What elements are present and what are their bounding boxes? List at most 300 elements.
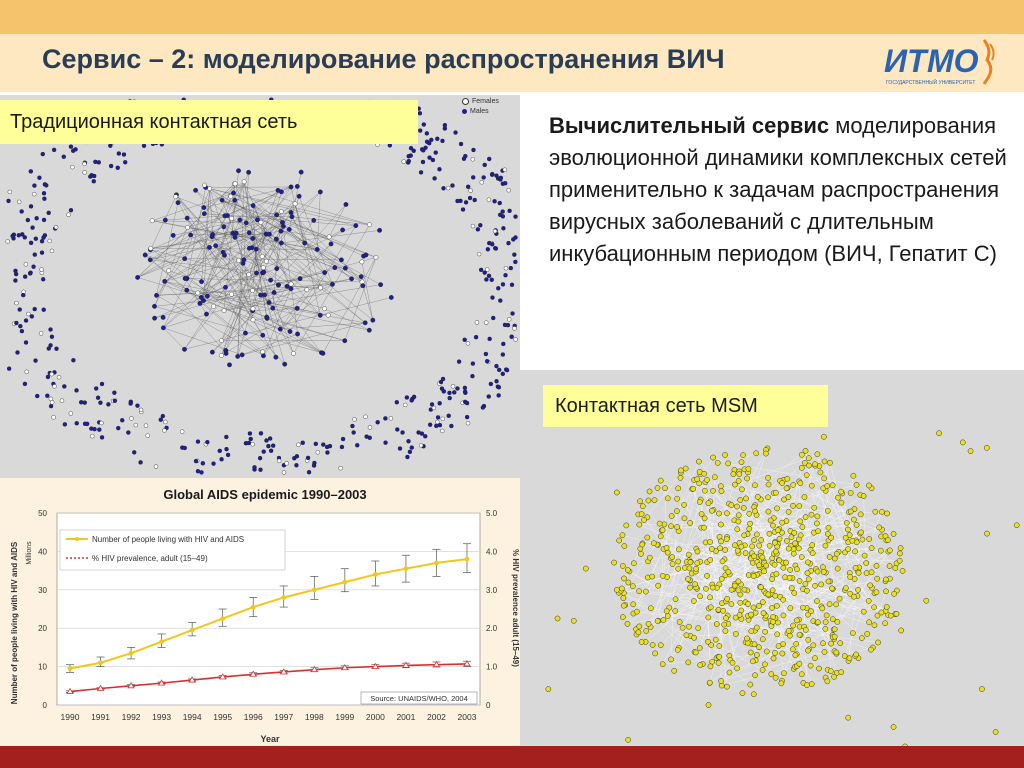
- msm-node: [754, 532, 759, 537]
- network-node: [194, 459, 198, 463]
- network-node: [143, 253, 147, 257]
- msm-node: [815, 620, 820, 625]
- msm-node: [859, 636, 864, 641]
- msm-node: [724, 537, 729, 542]
- network-node: [49, 404, 53, 408]
- msm-node: [794, 641, 799, 646]
- msm-node: [781, 497, 786, 502]
- msm-node: [614, 490, 619, 495]
- msm-node: [865, 631, 870, 636]
- msm-node: [864, 560, 869, 565]
- network-node: [69, 145, 73, 149]
- network-node: [383, 416, 387, 420]
- network-node: [440, 429, 444, 433]
- female-marker-icon: [462, 98, 469, 105]
- network-node: [199, 279, 203, 283]
- network-node: [233, 182, 237, 186]
- network-node: [316, 450, 320, 454]
- msm-node: [898, 545, 903, 550]
- msm-node: [644, 628, 649, 633]
- msm-node: [825, 508, 830, 513]
- network-node: [205, 440, 209, 444]
- network-node: [150, 219, 154, 223]
- msm-node: [743, 496, 748, 501]
- msm-node: [822, 459, 827, 464]
- network-node: [200, 470, 204, 474]
- network-node: [498, 299, 502, 303]
- network-node: [494, 364, 498, 368]
- msm-node: [805, 571, 810, 576]
- network-node: [424, 146, 428, 150]
- network-node: [371, 318, 375, 322]
- msm-node: [761, 611, 766, 616]
- network-node: [340, 445, 344, 449]
- network-node: [509, 266, 513, 270]
- network-node: [288, 329, 292, 333]
- msm-node: [676, 559, 681, 564]
- msm-node: [780, 480, 785, 485]
- network-node: [293, 202, 297, 206]
- network-node: [428, 156, 432, 160]
- legend-males: Males: [470, 108, 489, 115]
- network-node: [463, 391, 467, 395]
- msm-node: [799, 672, 804, 677]
- network-node: [7, 199, 11, 203]
- msm-node: [756, 563, 761, 568]
- network-node: [433, 176, 437, 180]
- network-node: [49, 328, 53, 332]
- network-node: [281, 224, 285, 228]
- network-node: [479, 268, 483, 272]
- msm-node: [763, 629, 768, 634]
- network-node: [441, 186, 445, 190]
- network-node: [455, 199, 459, 203]
- data-point: [220, 616, 225, 621]
- msm-node: [742, 587, 747, 592]
- network-node: [83, 162, 87, 166]
- y-tick-left: 20: [38, 624, 47, 634]
- network-node: [6, 239, 10, 243]
- network-node: [227, 363, 231, 367]
- network-node: [495, 379, 499, 383]
- network-node: [314, 442, 318, 446]
- msm-node: [583, 566, 588, 571]
- network-node: [152, 304, 156, 308]
- data-point: [281, 595, 286, 600]
- y-tick-left: 40: [38, 547, 47, 557]
- msm-node: [786, 546, 791, 551]
- msm-node: [614, 587, 619, 592]
- network-node: [412, 395, 416, 399]
- msm-node: [851, 594, 856, 599]
- msm-node: [625, 621, 630, 626]
- msm-node: [719, 683, 724, 688]
- msm-node: [831, 674, 836, 679]
- msm-node: [730, 660, 735, 665]
- msm-node: [626, 580, 631, 585]
- network-node: [250, 288, 254, 292]
- top-accent-bar: [0, 0, 1024, 34]
- msm-node: [847, 656, 852, 661]
- msm-node: [891, 724, 896, 729]
- x-tick-label: 1995: [213, 712, 233, 722]
- network-node: [295, 306, 299, 310]
- network-node: [307, 470, 311, 474]
- network-node: [271, 444, 275, 448]
- aids-chart-panel: [0, 478, 520, 746]
- msm-node: [821, 569, 826, 574]
- msm-node: [832, 634, 837, 639]
- msm-node: [687, 566, 692, 571]
- network-node: [45, 394, 49, 398]
- network-node: [490, 242, 494, 246]
- network-node: [204, 312, 208, 316]
- network-node: [405, 395, 409, 399]
- traditional-network-panel: [0, 95, 520, 478]
- msm-node: [617, 538, 622, 543]
- network-node: [473, 198, 477, 202]
- network-node: [341, 437, 345, 441]
- msm-node: [877, 525, 882, 530]
- network-node: [182, 347, 186, 351]
- network-node: [269, 449, 273, 453]
- network-node: [40, 239, 44, 243]
- network-node: [440, 387, 444, 391]
- msm-node: [830, 617, 835, 622]
- y-tick-right: 4.0: [486, 547, 498, 557]
- msm-node: [748, 612, 753, 617]
- msm-node: [686, 624, 691, 629]
- network-node: [35, 216, 39, 220]
- network-node: [161, 326, 165, 330]
- msm-node: [838, 640, 843, 645]
- msm-node: [743, 551, 748, 556]
- msm-node: [726, 461, 731, 466]
- network-node: [486, 247, 490, 251]
- network-node: [443, 123, 447, 127]
- msm-node: [830, 483, 835, 488]
- msm-node: [753, 610, 758, 615]
- network-node: [52, 384, 56, 388]
- network-node: [220, 198, 224, 202]
- msm-node: [652, 498, 657, 503]
- msm-node: [1014, 523, 1019, 528]
- network-node: [469, 189, 473, 193]
- network-node: [435, 420, 439, 424]
- network-node: [18, 308, 22, 312]
- msm-node: [718, 539, 723, 544]
- network-node: [237, 258, 241, 262]
- network-node: [24, 340, 28, 344]
- network-node: [240, 353, 244, 357]
- network-node: [333, 265, 337, 269]
- msm-node: [800, 524, 805, 529]
- network-node: [501, 372, 505, 376]
- msm-node: [848, 509, 853, 514]
- network-node: [408, 450, 412, 454]
- network-node: [106, 402, 110, 406]
- network-node: [23, 275, 27, 279]
- msm-node: [754, 451, 759, 456]
- network-node: [485, 359, 489, 363]
- network-node: [510, 283, 514, 287]
- network-node: [440, 139, 444, 143]
- msm-node: [760, 555, 765, 560]
- y-tick-left: 10: [38, 662, 47, 672]
- msm-node: [647, 489, 652, 494]
- msm-node: [843, 535, 848, 540]
- description-bold: Вычислительный сервис: [549, 113, 830, 138]
- msm-node: [924, 598, 929, 603]
- msm-node: [803, 581, 808, 586]
- msm-node: [744, 636, 749, 641]
- msm-node: [725, 596, 730, 601]
- msm-node: [820, 641, 825, 646]
- msm-node: [732, 583, 737, 588]
- msm-node: [668, 524, 673, 529]
- msm-node: [750, 659, 755, 664]
- network-node: [410, 398, 414, 402]
- legend-series-1: Number of people living with HIV and AIDS: [92, 535, 245, 544]
- network-node: [34, 359, 38, 363]
- msm-node: [621, 603, 626, 608]
- network-node: [52, 415, 56, 419]
- network-node: [476, 227, 480, 231]
- itmo-logo: [884, 38, 1004, 88]
- msm-node: [759, 585, 764, 590]
- msm-node: [722, 452, 727, 457]
- network-node: [21, 293, 25, 297]
- network-node: [14, 321, 18, 325]
- msm-node: [708, 664, 713, 669]
- network-node: [457, 360, 461, 364]
- msm-node: [688, 560, 693, 565]
- msm-node: [714, 621, 719, 626]
- network-node: [418, 111, 422, 115]
- msm-node: [828, 641, 833, 646]
- network-node: [83, 401, 87, 405]
- network-node: [287, 227, 291, 231]
- network-node: [510, 335, 514, 339]
- msm-node: [723, 616, 728, 621]
- msm-node: [729, 503, 734, 508]
- network-node: [294, 463, 298, 467]
- network-node: [33, 253, 37, 257]
- msm-node: [791, 623, 796, 628]
- network-node: [275, 266, 279, 270]
- network-node: [42, 236, 46, 240]
- msm-node: [868, 583, 873, 588]
- network-node: [353, 417, 357, 421]
- msm-node: [786, 509, 791, 514]
- msm-node: [718, 678, 723, 683]
- msm-node: [766, 592, 771, 597]
- network-node: [350, 424, 354, 428]
- msm-node: [764, 563, 769, 568]
- network-node: [272, 290, 276, 294]
- msm-node: [804, 473, 809, 478]
- msm-node: [754, 652, 759, 657]
- msm-node: [851, 473, 856, 478]
- msm-node: [799, 452, 804, 457]
- msm-node: [732, 482, 737, 487]
- traditional-network-label: Традиционная контактная сеть: [0, 100, 418, 144]
- msm-node: [657, 521, 662, 526]
- network-node: [267, 232, 271, 236]
- msm-node: [702, 471, 707, 476]
- msm-node: [638, 551, 643, 556]
- network-node: [135, 275, 139, 279]
- network-node: [18, 324, 22, 328]
- network-node: [241, 261, 245, 265]
- msm-node: [767, 531, 772, 536]
- msm-node: [713, 637, 718, 642]
- network-node: [57, 375, 61, 379]
- network-node: [261, 333, 265, 337]
- network-node: [258, 293, 262, 297]
- msm-node: [698, 663, 703, 668]
- network-node: [224, 348, 228, 352]
- network-node: [42, 191, 46, 195]
- msm-node: [804, 588, 809, 593]
- msm-node: [774, 571, 779, 576]
- msm-node: [823, 619, 828, 624]
- msm-node: [821, 434, 826, 439]
- network-node: [29, 169, 33, 173]
- network-node: [514, 215, 518, 219]
- network-node: [401, 430, 405, 434]
- network-node: [493, 199, 497, 203]
- network-node: [478, 223, 482, 227]
- network-node: [134, 423, 138, 427]
- network-node: [395, 400, 399, 404]
- network-node: [248, 431, 252, 435]
- network-node: [330, 282, 334, 286]
- network-node: [249, 437, 253, 441]
- network-node: [260, 254, 264, 258]
- data-point: [373, 572, 378, 577]
- msm-node: [866, 483, 871, 488]
- msm-node: [773, 675, 778, 680]
- network-node: [193, 188, 197, 192]
- msm-node: [883, 577, 888, 582]
- msm-node: [783, 560, 788, 565]
- network-node: [402, 160, 406, 164]
- msm-node: [815, 452, 820, 457]
- msm-node: [764, 649, 769, 654]
- network-node: [363, 415, 367, 419]
- msm-node: [625, 567, 630, 572]
- network-node: [25, 370, 29, 374]
- bottom-accent-bar: [0, 746, 1024, 768]
- x-tick-label: 2000: [365, 712, 385, 722]
- msm-node: [650, 642, 655, 647]
- msm-node: [814, 598, 819, 603]
- msm-node: [827, 460, 832, 465]
- msm-node: [662, 486, 667, 491]
- msm-node: [766, 509, 771, 514]
- msm-node: [822, 476, 827, 481]
- network-node: [512, 253, 516, 257]
- network-node: [477, 252, 481, 256]
- msm-node: [707, 539, 712, 544]
- msm-node: [809, 681, 814, 686]
- msm-node: [875, 576, 880, 581]
- network-node: [47, 211, 51, 215]
- msm-node: [993, 729, 998, 734]
- network-node: [223, 214, 227, 218]
- network-node: [251, 307, 255, 311]
- msm-node: [832, 556, 837, 561]
- network-node: [376, 420, 380, 424]
- logo-text: ИТМО: [884, 43, 979, 79]
- network-node: [437, 167, 441, 171]
- msm-node: [723, 547, 728, 552]
- network-node: [183, 446, 187, 450]
- network-node: [40, 268, 44, 272]
- msm-node: [720, 559, 725, 564]
- network-node: [378, 282, 382, 286]
- msm-node: [673, 597, 678, 602]
- y-tick-right: 5.0: [486, 509, 498, 518]
- network-node: [70, 165, 74, 169]
- msm-node: [805, 560, 810, 565]
- msm-node: [751, 605, 756, 610]
- msm-node: [658, 534, 663, 539]
- msm-node: [808, 663, 813, 668]
- msm-node: [634, 609, 639, 614]
- msm-node: [656, 583, 661, 588]
- data-point: [129, 651, 134, 656]
- msm-node: [792, 590, 797, 595]
- network-node: [503, 181, 507, 185]
- network-node: [85, 422, 89, 426]
- data-point: [68, 666, 73, 671]
- msm-node: [809, 512, 814, 517]
- msm-node: [694, 566, 699, 571]
- network-node: [52, 148, 56, 152]
- network-node: [274, 213, 278, 217]
- msm-node: [716, 660, 721, 665]
- network-node: [491, 316, 495, 320]
- msm-node: [719, 489, 724, 494]
- msm-node: [739, 544, 744, 549]
- msm-node: [774, 506, 779, 511]
- network-node: [487, 198, 491, 202]
- network-node: [139, 460, 143, 464]
- msm-node: [842, 653, 847, 658]
- network-node: [246, 170, 250, 174]
- msm-node: [851, 517, 856, 522]
- network-node: [274, 237, 278, 241]
- network-node: [481, 406, 485, 410]
- msm-node: [752, 509, 757, 514]
- msm-node: [823, 626, 828, 631]
- msm-node: [862, 553, 867, 558]
- msm-node: [752, 483, 757, 488]
- network-node: [367, 223, 371, 227]
- msm-node: [695, 560, 700, 565]
- msm-node: [670, 561, 675, 566]
- network-node: [32, 265, 36, 269]
- x-tick-label: 1993: [152, 712, 172, 722]
- msm-node: [854, 482, 859, 487]
- msm-node: [733, 615, 738, 620]
- msm-node: [676, 547, 681, 552]
- msm-node: [731, 472, 736, 477]
- network-node: [264, 259, 268, 263]
- msm-node: [698, 594, 703, 599]
